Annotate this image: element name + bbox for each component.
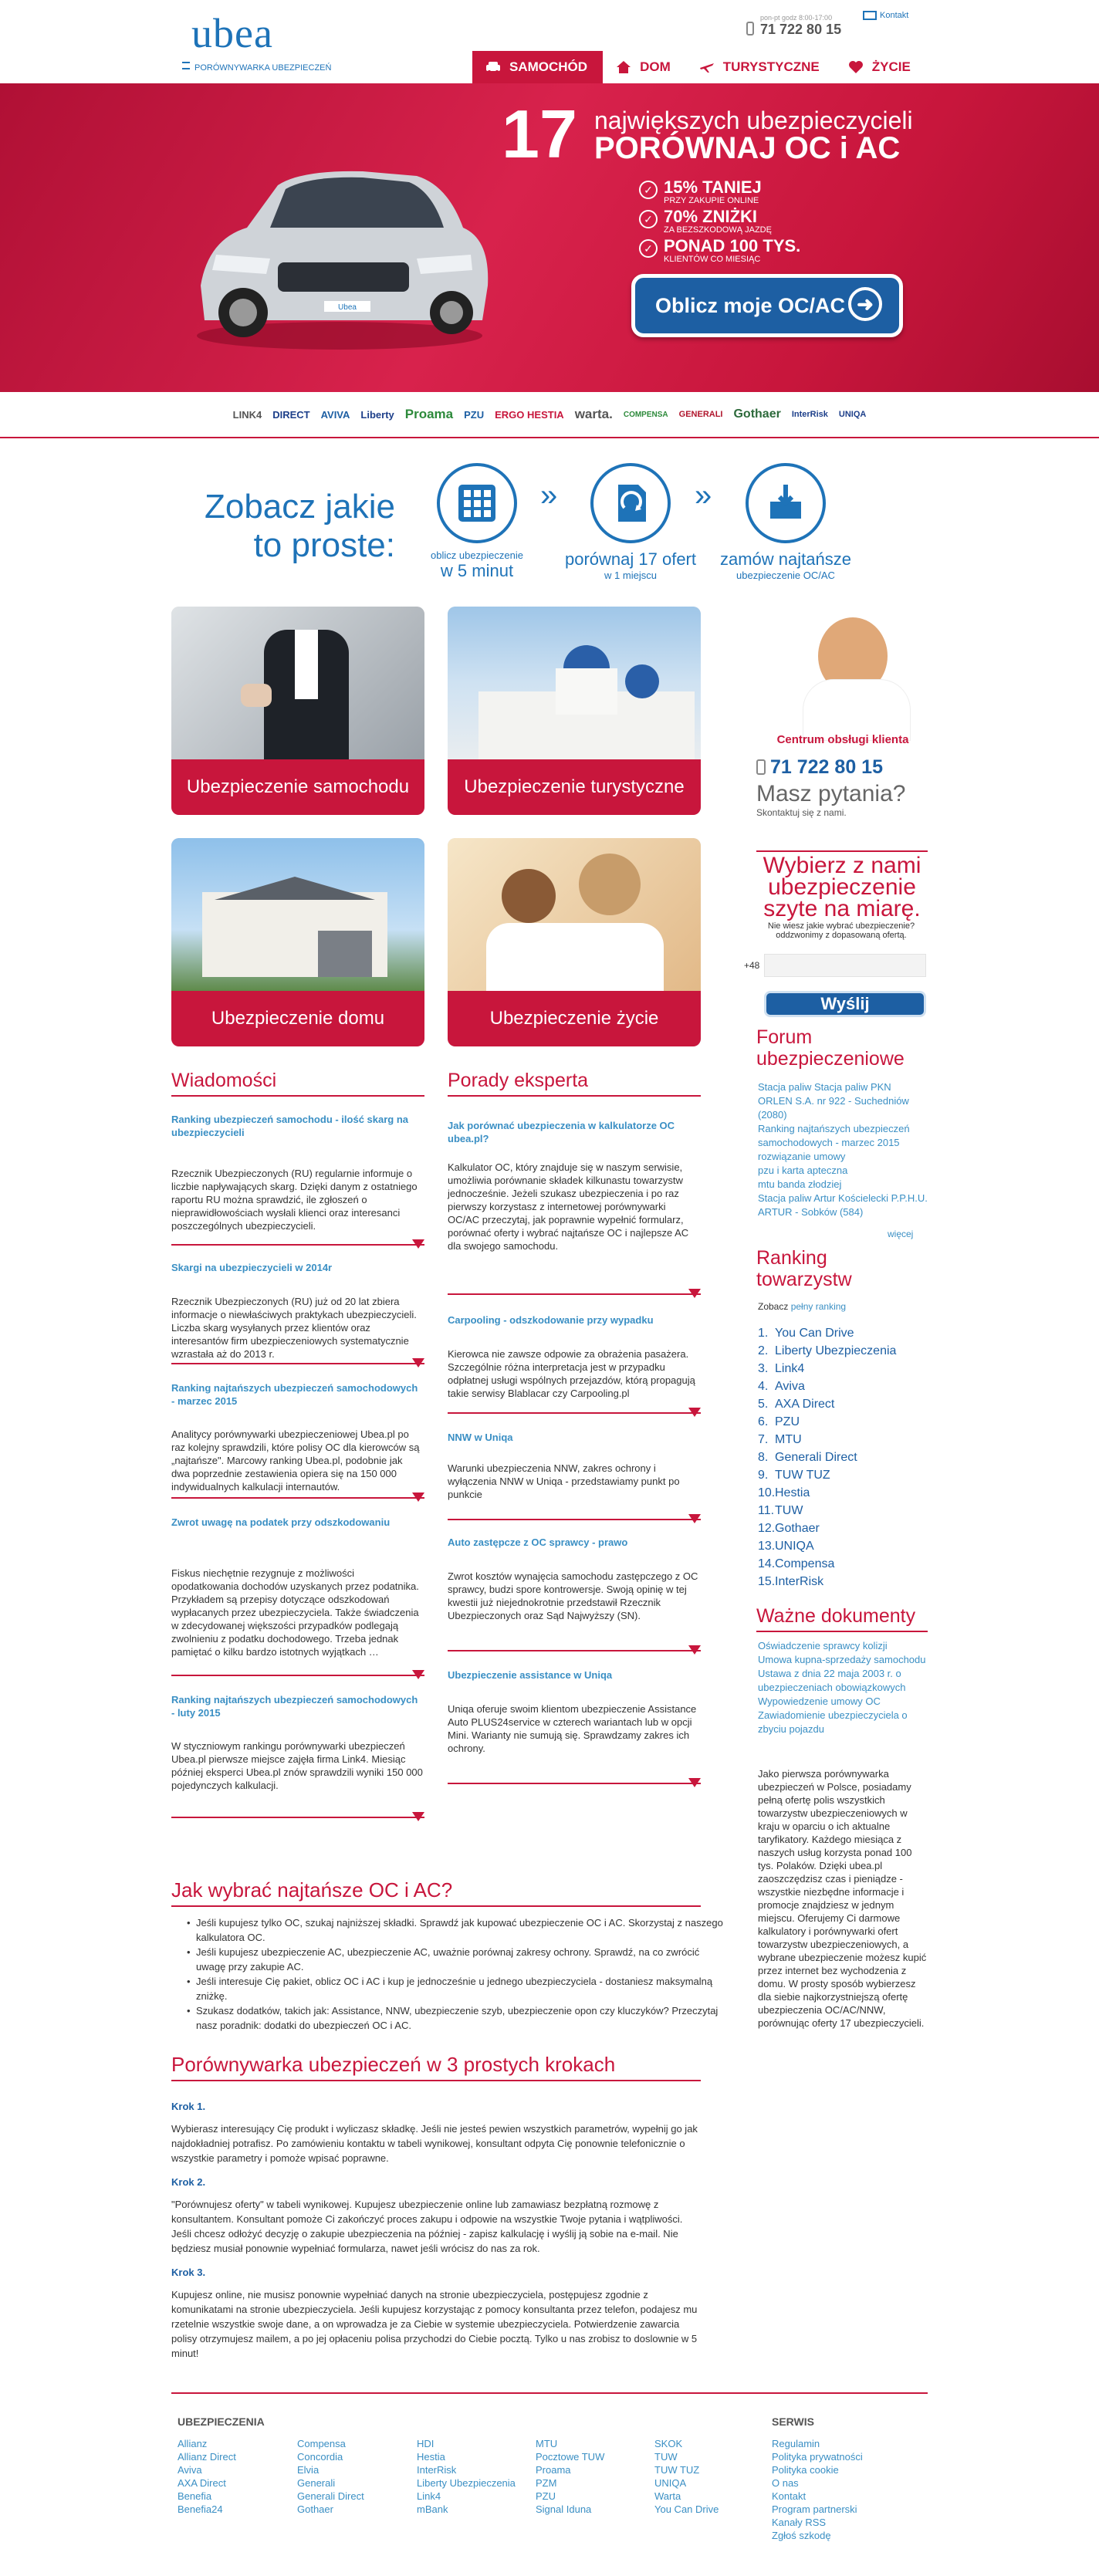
hero-bullet: ✓ 15% TANIEJ PRZY ZAKUPIE ONLINE (664, 179, 762, 205)
step-text: Wybierasz interesujący Cię produkt i wyliczasz składkę. Jeśli nie jesteś pewien wszystkich parametrów, wypełnij go jak najdokładniej potrafisz. Po zamówieniu kontaktu w tabeli wynikowej, konsultant odpyta Cię ponownie telefonicznie o wszystkie parametry i pomoże wpisać poprawne. (171, 2123, 698, 2164)
footer-link[interactable]: Polityka cookie (772, 2464, 839, 2476)
arrow-right-icon: ➜ (848, 287, 882, 321)
ranking-item[interactable]: 13.UNIQA (758, 1540, 814, 1553)
nav-label: TURYSTYCZNE (722, 59, 820, 74)
footer-link[interactable]: Benefia (178, 2490, 212, 2502)
ranking-title: Ranking towarzystw (756, 1247, 852, 1290)
footer-link[interactable]: Link4 (417, 2490, 441, 2502)
article-divider (448, 1650, 701, 1651)
footer-link[interactable]: TUW TUZ (654, 2464, 700, 2476)
partner-logos (0, 392, 1099, 438)
footer-link[interactable]: Polityka prywatności (772, 2451, 863, 2463)
footer-link[interactable]: Generali (297, 2477, 336, 2489)
main-nav (472, 51, 926, 83)
callback-phone-input[interactable] (764, 954, 926, 977)
forum-list (758, 1080, 928, 1219)
howto-item: • Jeśli kupujesz ubezpieczenie AC, ubezpieczenie AC, uważnie porównaj zakresy ochrony. Sprawdź, na co zwrócić uwagę przy zakupie AC. (171, 1945, 727, 1974)
step-compare (557, 463, 704, 581)
hero-count: 17 (502, 96, 577, 172)
full-ranking-link[interactable]: pełny ranking (790, 1301, 847, 1312)
footer-link[interactable]: Program partnerski (772, 2503, 857, 2515)
article-divider (171, 1675, 424, 1676)
header (0, 0, 1099, 83)
footer-link[interactable]: Aviva (178, 2464, 202, 2476)
ranking-item[interactable]: 15.InterRisk (758, 1575, 824, 1588)
ranking-item[interactable]: 10.Hestia (758, 1486, 810, 1499)
nav-tab-turystyczne[interactable] (686, 51, 835, 83)
footer-link[interactable]: Pocztowe TUW (536, 2451, 605, 2463)
threesteps-title: Porównywarka ubezpieczeń w 3 prostych krokach (171, 2053, 701, 2081)
footer-column (417, 2437, 533, 2516)
hero-bullet: ✓ 70% ZNIŻKI ZA BEZSZKODOWĄ JAZDĘ (664, 208, 772, 235)
footer-link[interactable]: Allianz (178, 2438, 208, 2449)
howto-list (171, 1915, 727, 2033)
callback-sub: Nie wiesz jakie wybrać ubezpieczenie? oddzwonimy z dopasowaną ofertą. (767, 921, 915, 940)
partner-logo: Gothaer (733, 407, 781, 421)
ranking-item[interactable]: 7. MTU (758, 1433, 802, 1446)
article-divider (171, 1363, 424, 1364)
partner-logo: PZU (464, 408, 485, 421)
footer-link[interactable]: TUW (654, 2451, 678, 2463)
footer-link[interactable]: Generali Direct (297, 2490, 364, 2502)
article-title-link[interactable]: Ranking ubezpieczeń samochodu - ilość skarg na ubezpieczycieli (171, 1114, 409, 1138)
footer-link[interactable]: Kanały RSS (772, 2517, 827, 2528)
nav-tab-dom[interactable] (603, 51, 686, 83)
nav-label: SAMOCHÓD (509, 59, 588, 74)
footer-link[interactable]: AXA Direct (178, 2477, 226, 2489)
howto-item: • Jeśli interesuje Cię pakiet, oblicz OC i AC i kup je jednocześnie u jednego ubezpieczyciela - dostaniesz maksymalną zniżkę. (171, 1974, 727, 2003)
footer-column (772, 2437, 888, 2542)
footer-column (297, 2437, 413, 2516)
partner-logo: COMPENSA (623, 410, 668, 419)
howto-item: • Jeśli kupujesz tylko OC, szukaj najniższej składki. Sprawdź jak kupować ubezpieczenie OC i AC. Skorzystaj z naszego kalkulatora OC. (171, 1915, 727, 1945)
ranking-item[interactable]: 5. AXA Direct (758, 1398, 835, 1411)
ranking-item[interactable]: 3. Link4 (758, 1362, 805, 1375)
footer-link[interactable]: Liberty Ubezpieczenia (417, 2477, 516, 2489)
article-divider (448, 1783, 701, 1784)
phone-prefix: +48 (744, 960, 760, 971)
step-label-big: porównaj 17 ofert (565, 549, 696, 569)
footer-column (536, 2437, 651, 2516)
phone-icon (756, 759, 766, 775)
plane-icon (698, 59, 715, 76)
partner-logo: InterRisk (791, 410, 828, 419)
partner-logo: UNIQA (838, 410, 867, 419)
header-contact-link[interactable] (880, 11, 908, 20)
article-divider (448, 1412, 701, 1414)
card-travel-insurance[interactable] (448, 607, 701, 815)
step-heading: Krok 3. (171, 2267, 206, 2278)
ranking-item[interactable]: 11.TUW (758, 1504, 803, 1517)
cart-icon (746, 463, 826, 543)
hero-title-line2: PORÓWNAJ OC i AC (594, 131, 901, 165)
callback-title: Wybierz z nami ubezpieczenie szyte na miarę. (763, 853, 921, 921)
car-image (185, 154, 494, 355)
calculator-icon (437, 463, 517, 543)
article-divider (448, 1293, 701, 1295)
forum-more-link[interactable]: więcej (888, 1229, 914, 1239)
article-divider (448, 1519, 701, 1520)
footer-link[interactable]: Proama (536, 2464, 571, 2476)
nav-tab-zycie[interactable] (835, 51, 926, 83)
article-excerpt: Warunki ubezpieczenia NNW, zakres ochrony i wyłączenia NNW w Uniqa - przedstawiamy punkt po punkcie (448, 1462, 680, 1500)
ranking-item[interactable]: 9. TUW TUZ (758, 1469, 830, 1482)
step-calculate (423, 463, 531, 581)
step-label-big: zamów najtańsze (720, 549, 851, 569)
article-excerpt: W styczniowym rankingu porównywarki ubezpieczeń Ubea.pl pierwsze miejsce zajęła firma Link4. Miesiąc później eksperci Ubea.pl znów sprawdzili wyniki 150 000 pojedynczych kalkulacji. (171, 1740, 423, 1791)
card-image (171, 838, 424, 991)
check-icon: ✓ (639, 210, 658, 228)
step-label-small: ubezpieczenie OC/AC (736, 570, 835, 581)
card-image (448, 838, 701, 991)
footer-link[interactable]: Elvia (297, 2464, 320, 2476)
card-life-insurance[interactable] (448, 838, 701, 1046)
document-link[interactable]: Oświadczenie sprawcy kolizji (758, 1640, 888, 1651)
step-text: "Porównujesz oferty" w tabeli wynikowej. Kupujesz ubezpieczenie online lub zamawiasz bezpłatną rozmowę z konsultantem. Konsultant pomoże Ci zakończyć proces zakupu i odpowie na wszystkie Twoje pytania i wątpliwości. Jeśli chcesz odłożyć decyzję o zakupie ubezpieczenia na później - zapisz kalkulację i wyślij ją sobie na e-mail. Nie będziesz musiał ponownie wypełniać formularza, nawet jeśli wrócisz do nas za rok. (171, 2199, 683, 2254)
article-title-link[interactable]: NNW w Uniqa (448, 1432, 513, 1443)
mail-icon (863, 11, 877, 20)
footer-column (178, 2437, 293, 2516)
car-icon (485, 59, 502, 76)
forum-link[interactable]: mtu banda złodziej (758, 1178, 842, 1190)
article-title-link[interactable]: Carpooling - odszkodowanie przy wypadku (448, 1314, 654, 1326)
article-excerpt: Fiskus niechętnie rezygnuje z możliwości opodatkowania dochodów uzyskanych przez podatnika. Przykładem są przepisy dotyczące odszkodowań wypłacanych przez ubezpieczyciela. Także świadczenia w zdecydowanej większości przypadków podlegają zwolnieniu z podatku dochodowego. Trzeba jednak pamiętać o kilku bardzo istotnych wyjątkach … (171, 1567, 419, 1658)
nav-tab-samochod[interactable] (472, 51, 603, 83)
document-link[interactable]: Wypowiedzenie umowy OC (758, 1695, 881, 1707)
footer-link[interactable]: Compensa (297, 2438, 346, 2449)
article-title-link[interactable]: Skargi na ubezpieczycieli w 2014r (171, 1262, 333, 1273)
steps-headline: Zobacz jakie to proste: (204, 488, 395, 564)
footer-link[interactable]: You Can Drive (654, 2503, 719, 2515)
article-title-link[interactable]: Ranking najtańszych ubezpieczeń samochodowych - marzec 2015 (171, 1382, 418, 1407)
ranking-item[interactable]: 14.Compensa (758, 1557, 835, 1570)
car-plate: Ubea (338, 303, 357, 312)
howto-item: • Szukasz dodatków, takich jak: Assistance, NNW, ubezpieczenie szyb, ubezpieczenie opon czy kluczyków? Przeczytaj nasz poradnik: dodatki do ubezpieczeń OC i AC. (171, 2003, 727, 2033)
phone-number: 71 722 80 15 (770, 756, 883, 778)
ranking-item[interactable]: 2. Liberty Ubezpieczenia (758, 1344, 897, 1357)
ranking-item[interactable]: 8. Generali Direct (758, 1451, 857, 1464)
heart-icon (847, 59, 864, 76)
phone-icon (746, 22, 754, 35)
article-excerpt: Uniqa oferuje swoim klientom ubezpieczenie Assistance Auto PLUS24service w czterech wariantach lub w opcji Mini. Warianty nie sumują się. Sprawdzamy zakres ich ochrony. (448, 1703, 697, 1754)
step-label-small: w 1 miejscu (604, 570, 657, 581)
partner-logo: DIRECT (272, 408, 310, 421)
threesteps-body (171, 2099, 704, 2361)
check-icon: ✓ (639, 181, 658, 199)
footer-link[interactable]: Concordia (297, 2451, 343, 2463)
document-link[interactable]: Zawiadomienie ubezpieczyciela o zbyciu pojazdu (758, 1709, 908, 1735)
ranking-see (758, 1301, 846, 1312)
send-button[interactable]: Wyślij (764, 991, 926, 1017)
footer-link[interactable]: HDI (417, 2438, 435, 2449)
article-divider (171, 1497, 424, 1499)
documents-list (758, 1639, 928, 1736)
card-label: Ubezpieczenie turystyczne (448, 759, 701, 815)
article-title-link[interactable]: Auto zastępcze z OC sprawcy - prawo (448, 1536, 628, 1548)
partner-logo: Liberty (360, 408, 394, 421)
footer-col1-title: UBEZPIECZENIA (178, 2415, 265, 2428)
hero-title-line1: największych ubezpieczycieli (594, 106, 913, 134)
footer-link[interactable]: Kontakt (772, 2490, 806, 2502)
card-image (171, 607, 424, 759)
partner-logo: AVIVA (320, 408, 350, 421)
logo[interactable]: ubea (191, 10, 273, 56)
article-excerpt: Analitycy porównywarki ubezpieczeniowej Ubea.pl po raz kolejny sprawdzili, które polisy OC dla kierowców są „najtańsze". Marcowy ranking Ubea.pl, podobnie jak dwa poprzednie zestawienia opiera się na 150 000 indywidualnych kalkulacji internautów. (171, 1428, 420, 1493)
step-label-big: w 5 minut (440, 561, 514, 580)
article-title-link[interactable]: Zwrot uwagę na podatek przy odszkodowaniu (171, 1516, 391, 1528)
forum-link[interactable]: rozwiązanie umowy (758, 1151, 846, 1162)
phone-number: 71 722 80 15 (760, 22, 842, 37)
footer-link[interactable]: Warta (654, 2490, 681, 2502)
header-phone[interactable] (760, 14, 841, 38)
nav-label: ŻYCIE (871, 59, 911, 74)
nav-label: DOM (640, 59, 671, 74)
footer-link[interactable]: PZM (536, 2477, 557, 2489)
footer-link[interactable]: mBank (417, 2503, 448, 2515)
footer-link[interactable]: Zgłoś szkodę (772, 2530, 831, 2541)
howto-title: Jak wybrać najtańsze OC i AC? (171, 1878, 701, 1907)
chevron-right-icon: » (695, 478, 712, 512)
consultant-photo (772, 610, 918, 741)
card-home-insurance[interactable] (171, 838, 424, 1046)
step-order (710, 463, 861, 581)
article-divider (171, 1817, 424, 1818)
phone-hours: pon-pt godz 8:00-17:00 (760, 14, 833, 22)
footer-link[interactable]: Gothaer (297, 2503, 333, 2515)
footer-link[interactable]: PZU (536, 2490, 556, 2502)
document-link[interactable]: Umowa kupna-sprzedaży samochodu (758, 1654, 926, 1665)
card-car-insurance[interactable] (171, 607, 424, 815)
ranking-list (758, 1324, 928, 1591)
card-image (448, 607, 701, 759)
center-label: Centrum obsługi klienta (776, 733, 909, 746)
advice-title: Porady eksperta (448, 1070, 701, 1097)
document-link[interactable]: Ustawa z dnia 22 maja 2003 r. o ubezpieczeniach obowiązkowych (758, 1668, 906, 1693)
ranking-item[interactable]: 4. Aviva (758, 1380, 805, 1393)
menu-icon (182, 62, 190, 69)
card-label: Ubezpieczenie samochodu (171, 759, 424, 815)
article-title-link[interactable]: Ranking najtańszych ubezpieczeń samochodowych - luty 2015 (171, 1694, 418, 1719)
hero-bullet: ✓ PONAD 100 TYS. KLIENTÓW CO MIESIĄC (664, 238, 800, 264)
partner-logo: ERGO HESTIA (495, 408, 564, 421)
partner-logo: LINK4 (232, 408, 262, 421)
footer-col2-title: SERWIS (772, 2415, 814, 2428)
partner-logo: GENERALI (678, 410, 723, 419)
article-excerpt: Kierowca nie zawsze odpowie za obrażenia pasażera. Szczególnie różna interpretacja jest w przypadku odpłatnej usługi wspólnych przejazdów, którą propagują takie serwisy Blablacar czy Carpooling.pl (448, 1348, 695, 1399)
forum-link[interactable]: pzu i karta apteczna (758, 1165, 848, 1176)
ranking-item[interactable]: 12.Gothaer (758, 1522, 820, 1535)
house-icon (615, 59, 632, 76)
documents-title: Ważne dokumenty (756, 1605, 928, 1632)
footer-link[interactable]: SKOK (654, 2438, 683, 2449)
step-label-small: oblicz ubezpieczenie (431, 549, 523, 561)
footer-link[interactable]: UNIQA (654, 2477, 687, 2489)
card-label: Ubezpieczenie domu (171, 991, 424, 1046)
article-title-link[interactable]: Ubezpieczenie assistance w Uniqa (448, 1669, 613, 1681)
chevron-right-icon: » (540, 478, 558, 512)
forum-link[interactable]: Ranking najtańszych ubezpieczeń samochodowych - marzec 2015 (758, 1123, 910, 1148)
check-icon: ✓ (639, 239, 658, 258)
article-excerpt: Kalkulator OC, który znajduje się w naszym serwisie, umożliwia porównanie składek kilkunastu towarzystw jednocześnie. Jeżeli szukasz ubezpieczenia i po raz pierwszy korzystasz z internetowej porównywarki OC/AC przeczytaj, jak poprawnie wypełnić formularz, porównać oferty i wybrać najtańsze OC i najlepsze AC dla swojego samochodu. (448, 1161, 689, 1252)
document-icon (590, 463, 671, 543)
logo-tagline: PORÓWNYWARKA UBEZPIECZEŃ (194, 63, 332, 73)
footer-link[interactable]: MTU (536, 2438, 558, 2449)
ranking-item[interactable]: 6. PZU (758, 1415, 800, 1428)
forum-title: Forum ubezpieczeniowe (756, 1026, 905, 1070)
footer-link[interactable]: O nas (772, 2477, 799, 2489)
question-sub: Skontaktuj się z nami. (756, 807, 847, 818)
article-title-link[interactable]: Jak porównać ubezpieczenia w kalkulatorze OC ubea.pl? (448, 1120, 675, 1144)
step-heading: Krok 2. (171, 2176, 206, 2188)
question-title: Masz pytania? (756, 781, 906, 806)
step-text: Kupujesz online, nie musisz ponownie wypełniać danych na stronie ubezpieczyciela, postępujesz zgodnie z komunikatami na stronie ubezpieczyciela. Jeśli kupujesz korzystając z pomocy konsultanta przez telefon, podajesz mu rzetelnie wszystkie swoje dane, a on wprowadza je za Ciebie w systemie ubezpieczyciela. Potwierdzenie zawarcia polisy otrzymujesz mailem, a po jej opłaceniu polisa przychodzi do Ciebie pocztą. Tylko u nas zrobisz to doslownie w 5 minut! (171, 2289, 698, 2359)
ranking-see-label: Zobacz (758, 1301, 789, 1312)
footer-link[interactable]: Benefia24 (178, 2503, 223, 2515)
footer-link[interactable]: Regulamin (772, 2438, 820, 2449)
ranking-item[interactable]: 1. You Can Drive (758, 1327, 854, 1340)
footer-link[interactable]: Allianz Direct (178, 2451, 236, 2463)
forum-link[interactable]: Stacja paliw Artur Kościelecki P.P.H.U. ARTUR - Sobków (584) (758, 1192, 928, 1218)
about-text: Jako pierwsza porównywarka ubezpieczeń w Polsce, posiadamy pełną ofertę polis wszystkich towarzystw ubezpieczeniowych w kraju w oparciu o ich aktualne taryfikatory. Każdego miesiąca z naszych usług korzysta ponad 100 tys. Polaków. Dzięki ubea.pl zaoszczędzisz czas i pieniądze - wszystkie niezbędne informacje i promocje znajdziesz w jednym miejscu. Oferujemy Ci darmowe kalkulatory i porównywarki ofert towarzystw ubezpieczeniowych, a wybrane ubezpieczenie możesz kupić przez internet bez wychodzenia z domu. W prosty sposób wybierzesz dla siebie najkorzystniejszą ofertę ubezpieczenia OC/AC/NNW, porównując oferty 17 ubezpieczycieli. (758, 1768, 927, 2029)
news-title: Wiadomości (171, 1070, 424, 1097)
footer-divider (171, 2392, 928, 2394)
footer-link[interactable]: Signal Iduna (536, 2503, 592, 2515)
footer-link[interactable]: InterRisk (417, 2464, 457, 2476)
footer-column (654, 2437, 770, 2516)
article-divider (171, 1244, 424, 1246)
forum-link[interactable]: Stacja paliw Stacja paliw PKN ORLEN S.A. nr 922 - Suchedniów (2080) (758, 1081, 909, 1121)
cta-label: Oblicz moje OC/AC (655, 294, 846, 317)
partner-logo: warta. (574, 407, 613, 421)
card-label: Ubezpieczenie życie (448, 991, 701, 1046)
contact-label: Kontakt (880, 11, 909, 20)
step-heading: Krok 1. (171, 2101, 206, 2112)
sidebar-phone[interactable] (756, 756, 883, 779)
partner-logo: Proama (404, 407, 454, 421)
footer-link[interactable]: Hestia (417, 2451, 445, 2463)
article-excerpt: Rzecznik Ubezpieczonych (RU) już od 20 lat zbiera informacje o niewłaściwych praktykach ubezpieczycieli. Liczba skarg wysyłanych przez klientów oraz interesantów firm ubezpieczeniowych systematycznie wzrastała aż do 2013 r. (171, 1296, 417, 1360)
calculate-oc-ac-button[interactable] (631, 274, 903, 337)
article-excerpt: Zwrot kosztów wynajęcia samochodu zastępczego z OC sprawcy, budzi spore kontrowersje. Swoją opinię w tej kwestii już niejednokrotnie przedstawił Rzecznik Ubezpieczonych oraz Sąd Najwyższy (SN). (448, 1570, 698, 1621)
article-excerpt: Rzecznik Ubezpieczonych (RU) regularnie informuje o liczbie napływających skarg. Dzięki danym z ostatniego raportu RU można sprawdzić, ile zgłoszeń o nieprawidłowościach wysłali klienci oraz interesanci poszczególnych ubezpieczycieli. (171, 1168, 418, 1232)
